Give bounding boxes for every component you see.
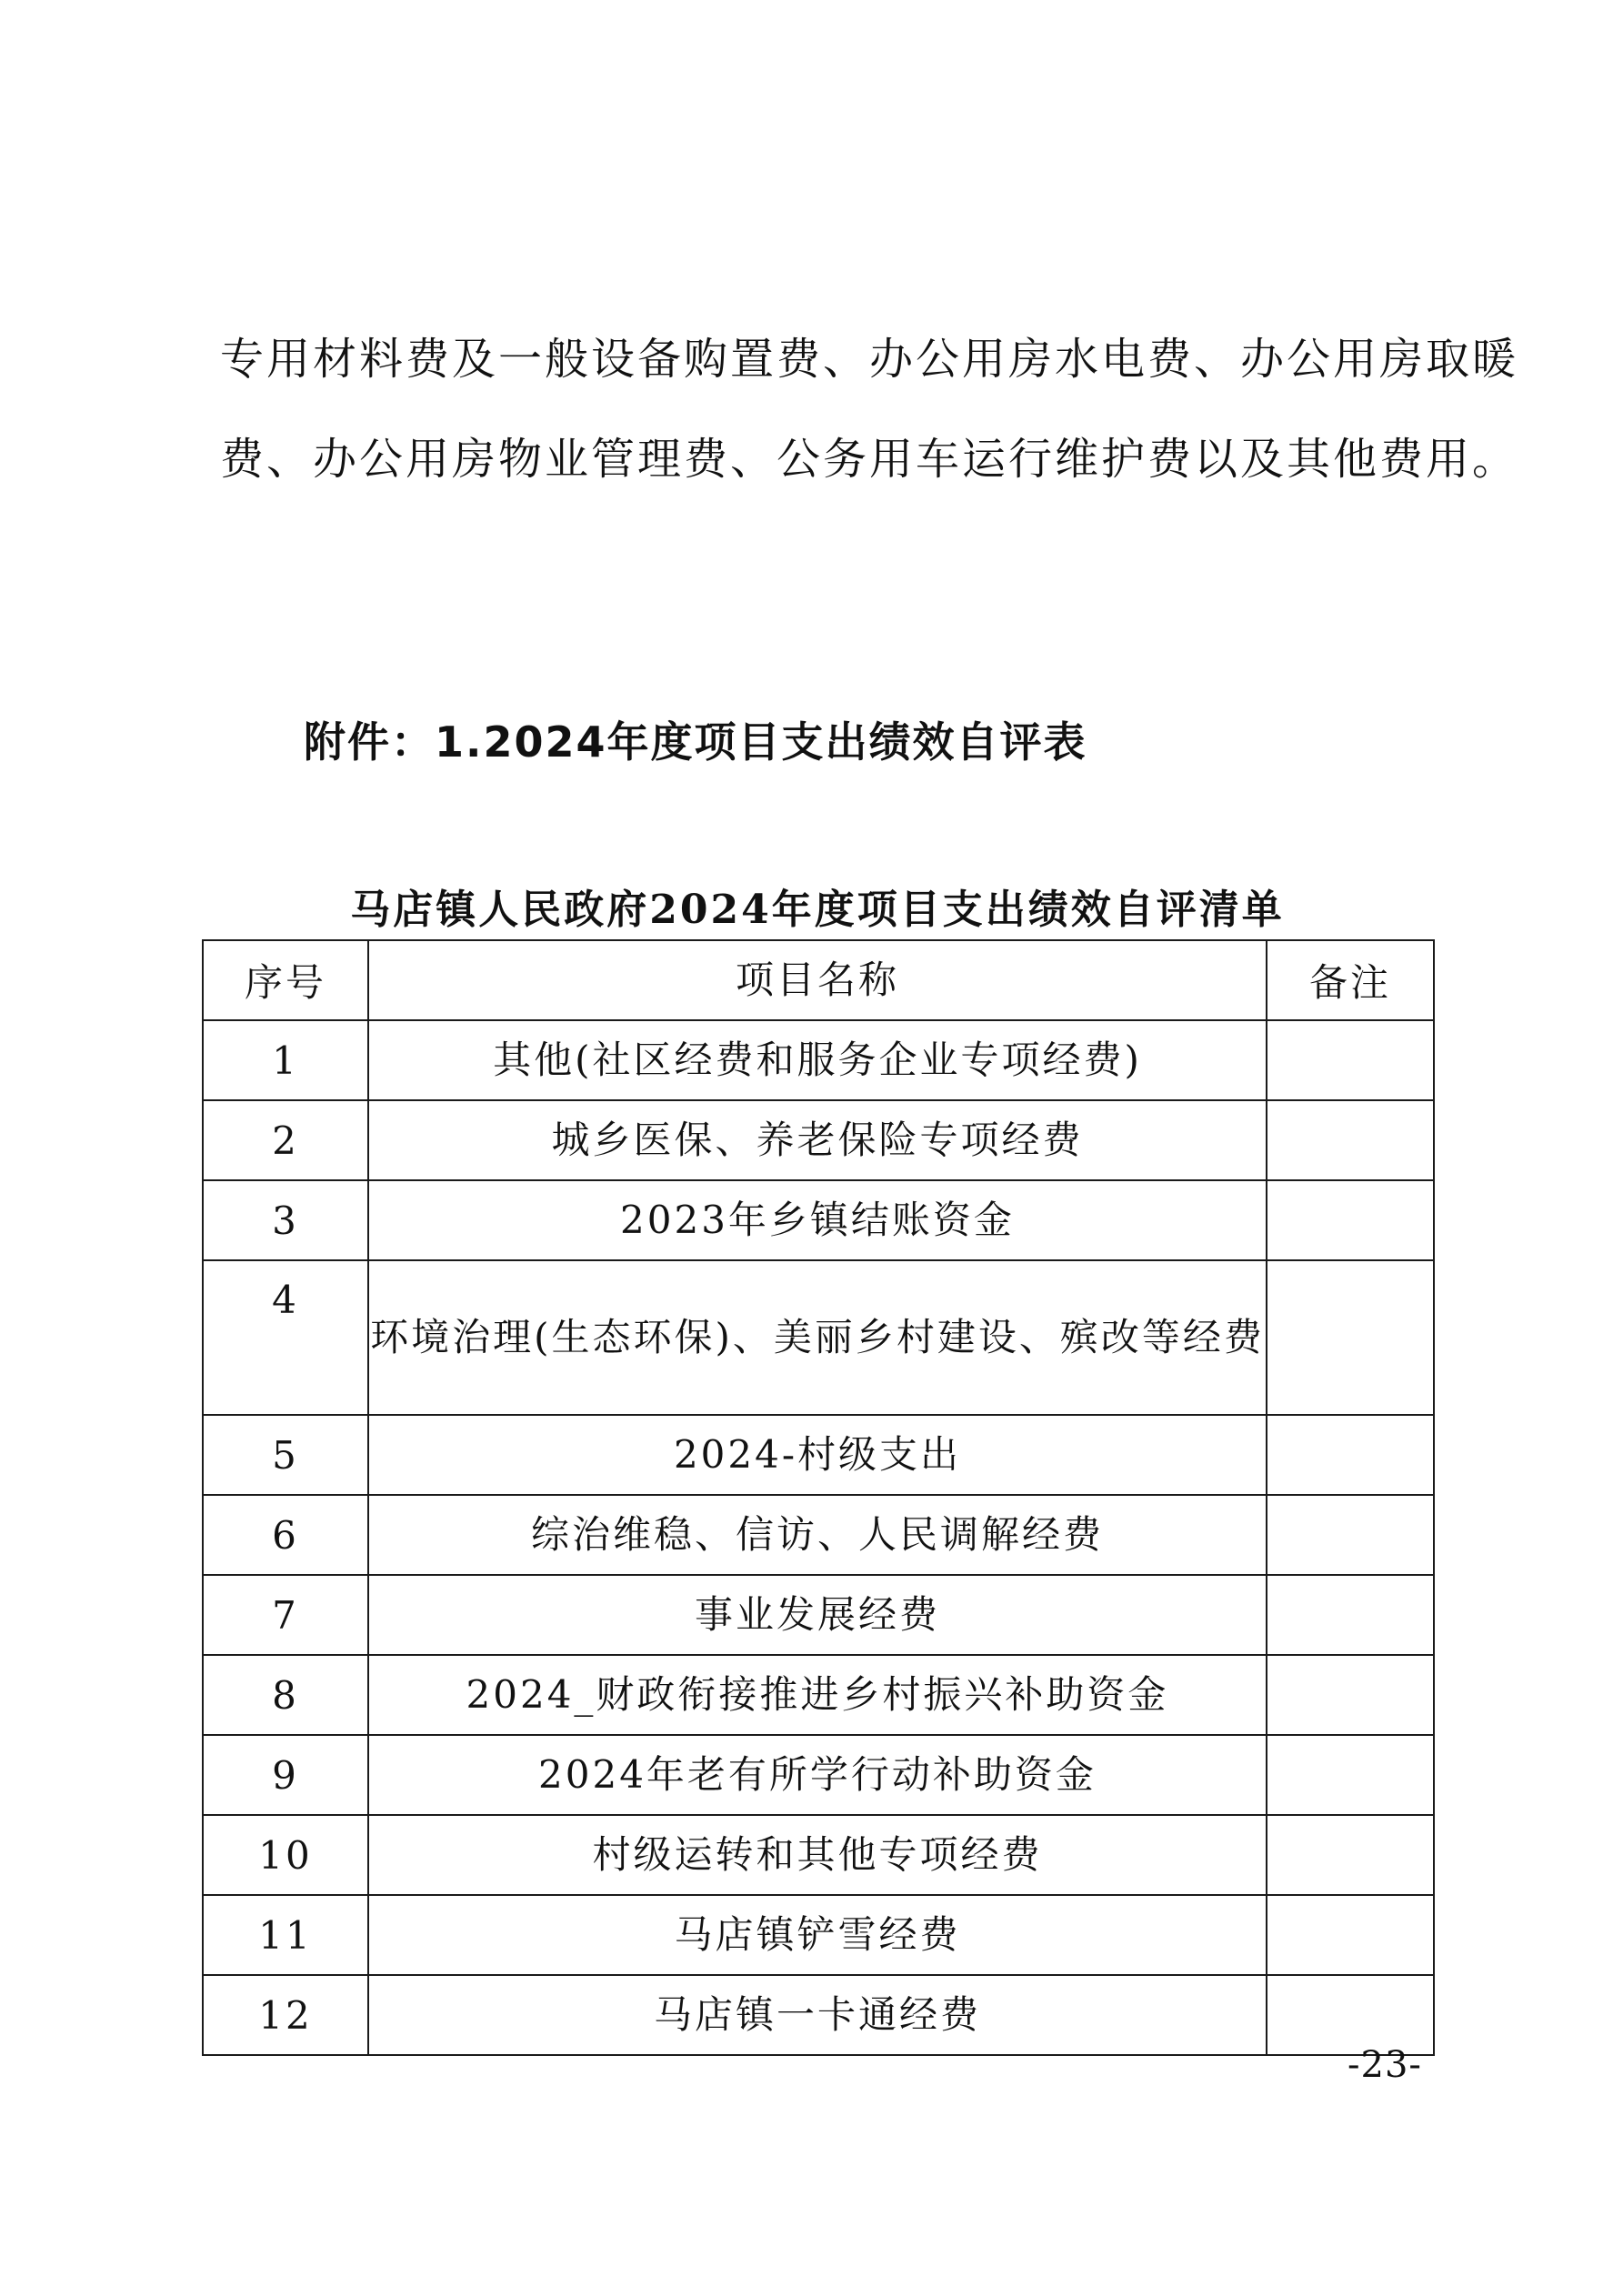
row-remark bbox=[1267, 1895, 1434, 1975]
table-title: 马店镇人民政府2024年度项目支出绩效自评清单 bbox=[350, 887, 1285, 933]
page-number: -23- bbox=[1347, 2044, 1422, 2086]
paragraph-line-2: 费、办公用房物业管理费、公务用车运行维护费以及其他费用。 bbox=[220, 434, 1519, 485]
row-index: 4 bbox=[203, 1260, 368, 1415]
header-name: 项目名称 bbox=[368, 940, 1267, 1020]
row-name: 2024_财政衔接推进乡村振兴补助资金 bbox=[368, 1655, 1267, 1735]
row-index: 7 bbox=[203, 1575, 368, 1655]
row-remark bbox=[1267, 1180, 1434, 1260]
row-name: 2024年老有所学行动补助资金 bbox=[368, 1735, 1267, 1815]
row-index: 12 bbox=[203, 1975, 368, 2055]
row-remark bbox=[1267, 1260, 1434, 1415]
row-name: 马店镇一卡通经费 bbox=[368, 1975, 1267, 2055]
table-row bbox=[203, 1260, 1434, 1415]
row-remark bbox=[1267, 1735, 1434, 1815]
table-row bbox=[203, 1895, 1434, 1975]
table-row bbox=[203, 1815, 1434, 1895]
row-index: 1 bbox=[203, 1020, 368, 1100]
table-header-row bbox=[203, 940, 1434, 1020]
row-name: 马店镇铲雪经费 bbox=[368, 1895, 1267, 1975]
row-remark bbox=[1267, 1100, 1434, 1180]
table-row bbox=[203, 1020, 1434, 1100]
attachment-heading: 附件：1.2024年度项目支出绩效自评表 bbox=[304, 717, 1087, 767]
row-name: 综治维稳、信访、人民调解经费 bbox=[368, 1495, 1267, 1575]
row-name: 事业发展经费 bbox=[368, 1575, 1267, 1655]
table-row bbox=[203, 1180, 1434, 1260]
row-remark bbox=[1267, 1655, 1434, 1735]
row-remark bbox=[1267, 1815, 1434, 1895]
table-row bbox=[203, 1975, 1434, 2055]
row-remark bbox=[1267, 1495, 1434, 1575]
row-index: 2 bbox=[203, 1100, 368, 1180]
row-index: 10 bbox=[203, 1815, 368, 1895]
row-name: 城乡医保、养老保险专项经费 bbox=[368, 1100, 1267, 1180]
row-index: 11 bbox=[203, 1895, 368, 1975]
table-row bbox=[203, 1495, 1434, 1575]
row-remark bbox=[1267, 1575, 1434, 1655]
header-remark: 备注 bbox=[1267, 940, 1434, 1020]
header-index: 序号 bbox=[203, 940, 368, 1020]
row-name: 其他(社区经费和服务企业专项经费) bbox=[368, 1020, 1267, 1100]
row-name: 2024-村级支出 bbox=[368, 1415, 1267, 1495]
row-index: 3 bbox=[203, 1180, 368, 1260]
row-index: 6 bbox=[203, 1495, 368, 1575]
table-row bbox=[203, 1655, 1434, 1735]
table-row bbox=[203, 1415, 1434, 1495]
body-paragraph bbox=[220, 309, 1519, 509]
row-name: 2023年乡镇结账资金 bbox=[368, 1180, 1267, 1260]
row-index: 8 bbox=[203, 1655, 368, 1735]
row-index: 9 bbox=[203, 1735, 368, 1815]
row-name: 环境治理(生态环保)、美丽乡村建设、殡改等经费 bbox=[368, 1260, 1267, 1415]
paragraph-line-1: 专用材料费及一般设备购置费、办公用房水电费、办公用房取暖 bbox=[220, 334, 1519, 385]
table-row bbox=[203, 1735, 1434, 1815]
row-remark bbox=[1267, 1020, 1434, 1100]
row-remark bbox=[1267, 1415, 1434, 1495]
project-list-table bbox=[202, 939, 1435, 2056]
table-row bbox=[203, 1100, 1434, 1180]
row-name: 村级运转和其他专项经费 bbox=[368, 1815, 1267, 1895]
table-row bbox=[203, 1575, 1434, 1655]
row-remark bbox=[1267, 1975, 1434, 2055]
row-index: 5 bbox=[203, 1415, 368, 1495]
